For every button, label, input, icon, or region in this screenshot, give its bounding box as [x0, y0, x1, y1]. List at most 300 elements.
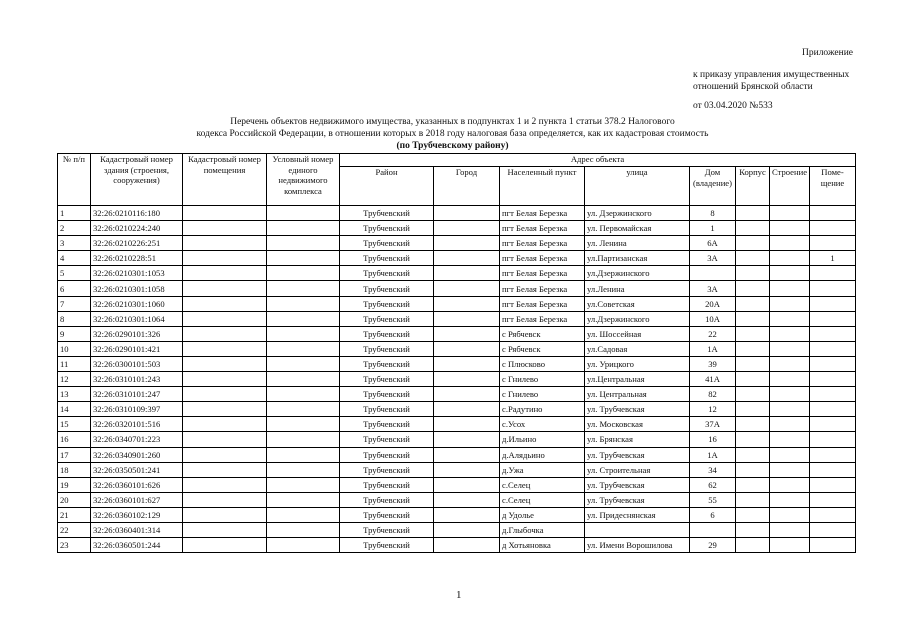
cell-locality: пгт Белая Березка	[500, 266, 585, 281]
cell-house: 8	[690, 206, 736, 221]
col-cad-room: Кадастровый номер помещения	[183, 154, 267, 206]
cell-district: Трубчевский	[340, 356, 434, 371]
cell-locality: д.Глыбочка	[500, 522, 585, 537]
cell-building	[770, 251, 810, 266]
cell-street: ул. Ленина	[585, 236, 690, 251]
cell-locality: с Рябчевск	[500, 326, 585, 341]
cell-building	[770, 326, 810, 341]
cell-city	[434, 311, 500, 326]
cell-building	[770, 477, 810, 492]
cell-district: Трубчевский	[340, 507, 434, 522]
cell-korpus	[736, 402, 770, 417]
cell-cond-num	[267, 417, 340, 432]
cell-building	[770, 417, 810, 432]
table-row	[58, 341, 856, 356]
cell-num: 11	[58, 356, 91, 371]
cell-house: 1	[690, 221, 736, 236]
cell-city	[434, 492, 500, 507]
cell-cad-room	[183, 387, 267, 402]
cell-house: 20А	[690, 296, 736, 311]
cell-house: 37А	[690, 417, 736, 432]
col-locality: Населенный пункт	[500, 167, 585, 206]
cell-district: Трубчевский	[340, 417, 434, 432]
cell-city	[434, 477, 500, 492]
cell-building	[770, 538, 810, 553]
cell-room	[810, 311, 856, 326]
cell-room	[810, 326, 856, 341]
cell-street: ул. Первомайская	[585, 221, 690, 236]
cell-korpus	[736, 236, 770, 251]
cell-locality: пгт Белая Березка	[500, 221, 585, 236]
cell-district: Трубчевский	[340, 281, 434, 296]
cell-locality: с Гнилево	[500, 372, 585, 387]
cell-building	[770, 402, 810, 417]
cell-locality: с.Усох	[500, 417, 585, 432]
cell-cad-room	[183, 311, 267, 326]
cell-cad-building: 32:26:0210301:1060	[91, 296, 183, 311]
doc-title-line-2: кодекса Российской Федерации, в отношении которых в 2018 году налоговая база определяется, как их кадастровая стоимость	[196, 129, 709, 139]
cell-house: 34	[690, 462, 736, 477]
cell-building	[770, 372, 810, 387]
cell-house: 41А	[690, 372, 736, 387]
cell-city	[434, 251, 500, 266]
cell-num: 4	[58, 251, 91, 266]
cell-city	[434, 432, 500, 447]
cell-building	[770, 447, 810, 462]
cell-building	[770, 507, 810, 522]
cell-cad-room	[183, 326, 267, 341]
cell-district: Трубчевский	[340, 251, 434, 266]
cell-street: ул. Дзержинского	[585, 206, 690, 221]
cell-korpus	[736, 356, 770, 371]
cell-street: ул.Ленина	[585, 281, 690, 296]
cell-cad-room	[183, 221, 267, 236]
cell-cond-num	[267, 206, 340, 221]
cell-korpus	[736, 432, 770, 447]
cell-house: 39	[690, 356, 736, 371]
cell-cad-room	[183, 432, 267, 447]
cell-house	[690, 266, 736, 281]
cell-num: 18	[58, 462, 91, 477]
cell-district: Трубчевский	[340, 462, 434, 477]
cell-cad-building: 32:26:0360101:627	[91, 492, 183, 507]
table-row	[58, 206, 856, 221]
cell-room	[810, 402, 856, 417]
cell-building	[770, 387, 810, 402]
cell-cond-num	[267, 522, 340, 537]
cell-cond-num	[267, 387, 340, 402]
order-line-1: к приказу управления имущественных	[693, 70, 850, 80]
cell-num: 2	[58, 221, 91, 236]
cell-cond-num	[267, 447, 340, 462]
cell-korpus	[736, 417, 770, 432]
cell-district: Трубчевский	[340, 296, 434, 311]
table-row	[58, 462, 856, 477]
cell-street: ул. Трубчевская	[585, 447, 690, 462]
cell-cond-num	[267, 432, 340, 447]
cell-building	[770, 281, 810, 296]
cell-cad-building: 32:26:0350501:241	[91, 462, 183, 477]
cell-city	[434, 417, 500, 432]
cell-house: 6А	[690, 236, 736, 251]
table-row	[58, 492, 856, 507]
cell-num: 22	[58, 522, 91, 537]
cell-cad-room	[183, 538, 267, 553]
cell-room	[810, 522, 856, 537]
table-row	[58, 432, 856, 447]
table-row	[58, 356, 856, 371]
cell-street: ул. Трубчевская	[585, 402, 690, 417]
cell-cond-num	[267, 221, 340, 236]
col-cond-num: Условный номер единого недвижимого комплекса	[267, 154, 340, 206]
cell-cond-num	[267, 477, 340, 492]
cell-city	[434, 236, 500, 251]
table-row	[58, 281, 856, 296]
cell-district: Трубчевский	[340, 221, 434, 236]
cell-cond-num	[267, 402, 340, 417]
table-row	[58, 296, 856, 311]
cell-street: ул. Имени Ворошилова	[585, 538, 690, 553]
cell-cond-num	[267, 507, 340, 522]
cell-cond-num	[267, 326, 340, 341]
cell-cad-building: 32:26:0340701:223	[91, 432, 183, 447]
cell-house: 3А	[690, 251, 736, 266]
cell-cad-building: 32:26:0320101:516	[91, 417, 183, 432]
property-table	[57, 153, 856, 553]
cell-cad-building: 32:26:0210116:180	[91, 206, 183, 221]
cell-street: ул. Строительная	[585, 462, 690, 477]
cell-city	[434, 281, 500, 296]
cell-num: 7	[58, 296, 91, 311]
cell-district: Трубчевский	[340, 326, 434, 341]
cell-cond-num	[267, 356, 340, 371]
cell-street	[585, 522, 690, 537]
cell-city	[434, 266, 500, 281]
cell-korpus	[736, 326, 770, 341]
cell-city	[434, 402, 500, 417]
cell-locality: пгт Белая Березка	[500, 281, 585, 296]
cell-city	[434, 387, 500, 402]
cell-street: ул.Дзержинского	[585, 311, 690, 326]
cell-locality: д Хотьяновка	[500, 538, 585, 553]
cell-room	[810, 206, 856, 221]
cell-locality: пгт Белая Березка	[500, 311, 585, 326]
col-street: улица	[585, 167, 690, 206]
cell-num: 8	[58, 311, 91, 326]
cell-room	[810, 221, 856, 236]
table-row	[58, 447, 856, 462]
cell-korpus	[736, 296, 770, 311]
cell-room	[810, 236, 856, 251]
cell-city	[434, 326, 500, 341]
cell-korpus	[736, 492, 770, 507]
cell-cad-room	[183, 251, 267, 266]
cell-building	[770, 266, 810, 281]
cell-num: 23	[58, 538, 91, 553]
cell-building	[770, 236, 810, 251]
table-row	[58, 236, 856, 251]
cell-cad-room	[183, 477, 267, 492]
col-house: Дом (владение)	[690, 167, 736, 206]
cell-street: ул. Московская	[585, 417, 690, 432]
cell-locality: с Рябчевск	[500, 341, 585, 356]
cell-city	[434, 462, 500, 477]
cell-locality: д.Алядьино	[500, 447, 585, 462]
cell-district: Трубчевский	[340, 387, 434, 402]
col-cad-building: Кадастровый номер здания (строения, сооружения)	[91, 154, 183, 206]
cell-district: Трубчевский	[340, 311, 434, 326]
cell-district: Трубчевский	[340, 341, 434, 356]
cell-street: ул. Трубчевская	[585, 477, 690, 492]
table-row	[58, 387, 856, 402]
cell-room	[810, 477, 856, 492]
cell-locality: пгт Белая Березка	[500, 251, 585, 266]
table-row	[58, 251, 856, 266]
cell-street: ул. Урицкого	[585, 356, 690, 371]
cell-city	[434, 522, 500, 537]
cell-num: 21	[58, 507, 91, 522]
cell-cad-room	[183, 402, 267, 417]
cell-cond-num	[267, 462, 340, 477]
cell-building	[770, 356, 810, 371]
cell-cad-building: 32:26:0210226:251	[91, 236, 183, 251]
cell-building	[770, 311, 810, 326]
cell-house: 10А	[690, 311, 736, 326]
cell-street: ул. Брянская	[585, 432, 690, 447]
cell-num: 19	[58, 477, 91, 492]
cell-locality: с Плюсково	[500, 356, 585, 371]
cell-cad-building: 32:26:0210228:51	[91, 251, 183, 266]
cell-cad-building: 32:26:0210301:1064	[91, 311, 183, 326]
cell-locality: пгт Белая Березка	[500, 236, 585, 251]
cell-cad-building: 32:26:0310101:243	[91, 372, 183, 387]
cell-building	[770, 462, 810, 477]
cell-house: 16	[690, 432, 736, 447]
cell-city	[434, 447, 500, 462]
cell-street: ул. Придеснянская	[585, 507, 690, 522]
cell-house: 1А	[690, 341, 736, 356]
cell-cad-room	[183, 372, 267, 387]
cell-num: 1	[58, 206, 91, 221]
cell-cad-building: 32:26:0340901:260	[91, 447, 183, 462]
cell-district: Трубчевский	[340, 447, 434, 462]
cell-cond-num	[267, 372, 340, 387]
cell-num: 9	[58, 326, 91, 341]
col-district: Район	[340, 167, 434, 206]
cell-house	[690, 522, 736, 537]
cell-city	[434, 372, 500, 387]
cell-district: Трубчевский	[340, 372, 434, 387]
table-row	[58, 311, 856, 326]
cell-street: ул. Трубчевская	[585, 492, 690, 507]
cell-building	[770, 296, 810, 311]
cell-building	[770, 522, 810, 537]
cell-cad-room	[183, 341, 267, 356]
cell-cad-room	[183, 492, 267, 507]
cell-house: 55	[690, 492, 736, 507]
order-line-2: отношений Брянской области	[693, 82, 813, 92]
cell-district: Трубчевский	[340, 206, 434, 221]
cell-street: ул.Дзержинского	[585, 266, 690, 281]
cell-num: 20	[58, 492, 91, 507]
cell-street: ул. Шоссейная	[585, 326, 690, 341]
cell-cad-building: 32:26:0310109:397	[91, 402, 183, 417]
cell-cad-building: 32:26:0290101:326	[91, 326, 183, 341]
cell-cad-building: 32:26:0310101:247	[91, 387, 183, 402]
cell-korpus	[736, 507, 770, 522]
cell-korpus	[736, 477, 770, 492]
doc-title-district: (по Трубчевскому району)	[396, 141, 509, 151]
cell-house: 22	[690, 326, 736, 341]
cell-cond-num	[267, 492, 340, 507]
cell-num: 3	[58, 236, 91, 251]
cell-num: 6	[58, 281, 91, 296]
cell-num: 13	[58, 387, 91, 402]
cell-room	[810, 372, 856, 387]
cell-district: Трубчевский	[340, 522, 434, 537]
cell-city	[434, 356, 500, 371]
cell-locality: с.Радутино	[500, 402, 585, 417]
cell-district: Трубчевский	[340, 402, 434, 417]
cell-cond-num	[267, 281, 340, 296]
cell-num: 10	[58, 341, 91, 356]
cell-cad-room	[183, 296, 267, 311]
table-body	[58, 206, 856, 553]
cell-room	[810, 417, 856, 432]
table-row	[58, 507, 856, 522]
cell-cond-num	[267, 538, 340, 553]
cell-room	[810, 462, 856, 477]
cell-cad-room	[183, 417, 267, 432]
table-row	[58, 326, 856, 341]
cell-room	[810, 538, 856, 553]
cell-house: 82	[690, 387, 736, 402]
col-address: Адрес объекта	[340, 154, 856, 167]
cell-street: ул. Центральная	[585, 387, 690, 402]
cell-cad-room	[183, 266, 267, 281]
cell-locality: пгт Белая Березка	[500, 296, 585, 311]
cell-cond-num	[267, 341, 340, 356]
table-row	[58, 417, 856, 432]
cell-cond-num	[267, 236, 340, 251]
cell-cad-building: 32:26:0360401:314	[91, 522, 183, 537]
table-row	[58, 372, 856, 387]
table-row	[58, 402, 856, 417]
cell-korpus	[736, 341, 770, 356]
table-row	[58, 477, 856, 492]
cell-locality: д Удолье	[500, 507, 585, 522]
cell-city	[434, 341, 500, 356]
cell-korpus	[736, 462, 770, 477]
cell-house: 1А	[690, 447, 736, 462]
cell-room	[810, 356, 856, 371]
cell-num: 5	[58, 266, 91, 281]
cell-korpus	[736, 221, 770, 236]
cell-house: 6	[690, 507, 736, 522]
cell-building	[770, 341, 810, 356]
cell-locality: пгт Белая Березка	[500, 206, 585, 221]
cell-room	[810, 266, 856, 281]
cell-cad-room	[183, 507, 267, 522]
cell-room: 1	[810, 251, 856, 266]
cell-street: ул.Советская	[585, 296, 690, 311]
cell-num: 15	[58, 417, 91, 432]
cell-city	[434, 538, 500, 553]
cell-cad-building: 32:26:0360101:626	[91, 477, 183, 492]
cell-locality: д.Ильино	[500, 432, 585, 447]
cell-korpus	[736, 311, 770, 326]
cell-house: 29	[690, 538, 736, 553]
table-row	[58, 266, 856, 281]
cell-city	[434, 221, 500, 236]
cell-house: 62	[690, 477, 736, 492]
col-city: Город	[434, 167, 500, 206]
cell-cad-building: 32:26:0210301:1058	[91, 281, 183, 296]
cell-building	[770, 206, 810, 221]
cell-street: ул.Садовая	[585, 341, 690, 356]
col-room: Поме-щение	[810, 167, 856, 206]
table-row	[58, 538, 856, 553]
cell-korpus	[736, 206, 770, 221]
col-korpus: Корпус	[736, 167, 770, 206]
cell-room	[810, 281, 856, 296]
cell-locality: д.Ужа	[500, 462, 585, 477]
cell-cad-building: 32:26:0210224:240	[91, 221, 183, 236]
cell-city	[434, 296, 500, 311]
cell-cad-room	[183, 236, 267, 251]
cell-building	[770, 432, 810, 447]
cell-building	[770, 492, 810, 507]
cell-locality: с Гнилево	[500, 387, 585, 402]
cell-city	[434, 206, 500, 221]
cell-district: Трубчевский	[340, 266, 434, 281]
cell-room	[810, 432, 856, 447]
cell-room	[810, 447, 856, 462]
cell-num: 17	[58, 447, 91, 462]
cell-korpus	[736, 266, 770, 281]
cell-korpus	[736, 447, 770, 462]
order-date: от 03.04.2020 №533	[693, 101, 773, 111]
cell-cad-room	[183, 356, 267, 371]
cell-locality: с.Селец	[500, 477, 585, 492]
cell-district: Трубчевский	[340, 477, 434, 492]
cell-korpus	[736, 387, 770, 402]
cell-house: 3А	[690, 281, 736, 296]
cell-korpus	[736, 372, 770, 387]
cell-locality: с.Селец	[500, 492, 585, 507]
cell-district: Трубчевский	[340, 538, 434, 553]
cell-room	[810, 341, 856, 356]
cell-cad-building: 32:26:0360102:129	[91, 507, 183, 522]
table-row	[58, 522, 856, 537]
cell-building	[770, 221, 810, 236]
cell-room	[810, 296, 856, 311]
cell-cad-room	[183, 206, 267, 221]
cell-cad-room	[183, 462, 267, 477]
cell-cad-building: 32:26:0360501:244	[91, 538, 183, 553]
cell-korpus	[736, 251, 770, 266]
cell-num: 16	[58, 432, 91, 447]
cell-district: Трубчевский	[340, 432, 434, 447]
doc-title-line-1: Перечень объектов недвижимого имущества, указанных в подпунктах 1 и 2 пункта 1 статьи 378.2 Налогового	[230, 117, 675, 127]
cell-cad-building: 32:26:0290101:421	[91, 341, 183, 356]
cell-cond-num	[267, 296, 340, 311]
cell-korpus	[736, 538, 770, 553]
cell-cad-room	[183, 447, 267, 462]
cell-room	[810, 387, 856, 402]
cell-cond-num	[267, 266, 340, 281]
cell-num: 14	[58, 402, 91, 417]
